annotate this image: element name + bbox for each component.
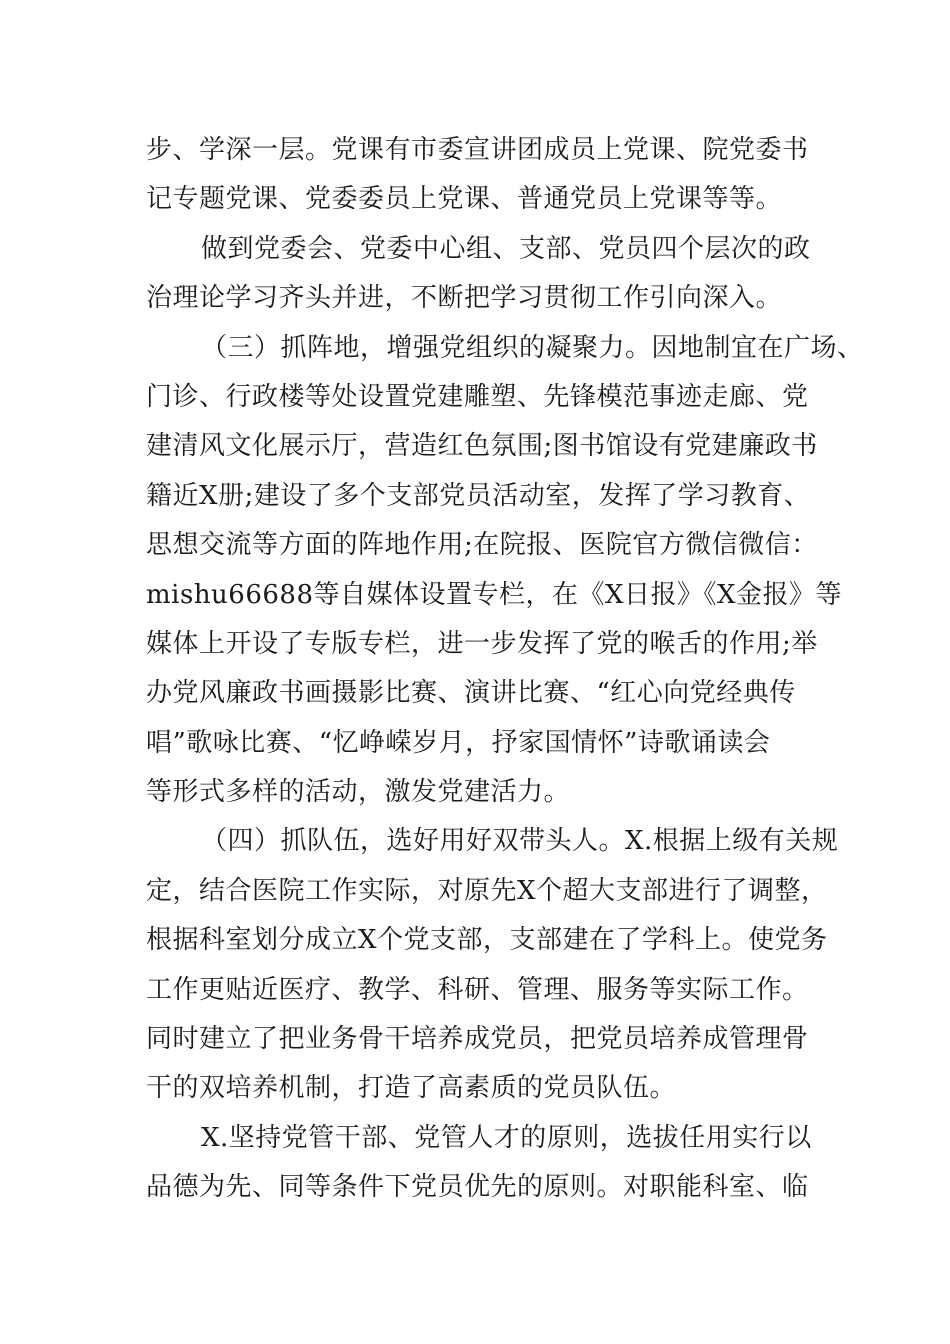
text-line: 建清风文化展示厅，营造红色氛围;图书馆设有党建廉政书 [146, 431, 818, 462]
text-line: 品德为先、同等条件下党员优先的原则。对职能科室、临 [146, 1172, 809, 1203]
text-line: 等形式多样的活动，激发党建活力。 [146, 777, 571, 808]
text-line: 治理论学习齐头并进，不断把学习贯彻工作引向深入。 [146, 283, 783, 314]
text-line: 同时建立了把业务骨干培养成党员，把党员培养成管理骨 [146, 1024, 809, 1055]
text-line: 思想交流等方面的阵地作用;在院报、医院官方微信微信： [146, 530, 818, 561]
paragraph-first-line: 做到党委会、党委中心组、支部、党员四个层次的政 [201, 233, 811, 264]
text-line: 步、学深一层。党课有市委宣讲团成员上党课、院党委书 [146, 135, 809, 165]
text-line: 干的双培养机制，打造了高素质的党员队伍。 [146, 1073, 677, 1104]
paragraph-first-line: （三）抓阵地，增强党组织的凝聚力。因地制宜在广场、 [201, 332, 864, 363]
text-line: 工作更贴近医疗、教学、科研、管理、服务等实际工作。 [146, 974, 809, 1005]
body-text [146, 126, 864, 1213]
text-line: mishu66688等自媒体设置专栏，在《X日报》《X金报》等 [146, 579, 843, 610]
text-line: 定，结合医院工作实际，对原先X个超大支部进行了调整， [146, 875, 828, 906]
text-line: 记专题党课、党委委员上党课、普通党员上党课等等。 [146, 184, 783, 215]
paragraph-first-line: X.坚持党管干部、党管人才的原则，选拔任用实行以 [201, 1122, 812, 1153]
text-line: 唱”歌咏比赛、“忆峥嵘岁月，抒家国情怀”诗歌诵读会 [146, 727, 771, 758]
text-line: 媒体上开设了专版专栏，进一步发挥了党的喉舌的作用;举 [146, 628, 818, 659]
text-line: 根据科室划分成立X个党支部，支部建在了学科上。使党务 [146, 925, 828, 956]
text-line: 门诊、行政楼等处设置党建雕塑、先锋模范事迹走廊、党 [146, 381, 809, 412]
paragraph-first-line: （四）抓队伍，选好用好双带头人。X.根据上级有关规 [201, 826, 839, 857]
text-line: 籍近X册;建设了多个支部党员活动室，发挥了学习教育、 [146, 480, 811, 511]
text-line: 办党风廉政书画摄影比赛、演讲比赛、“红心向党经典传 [146, 678, 796, 709]
